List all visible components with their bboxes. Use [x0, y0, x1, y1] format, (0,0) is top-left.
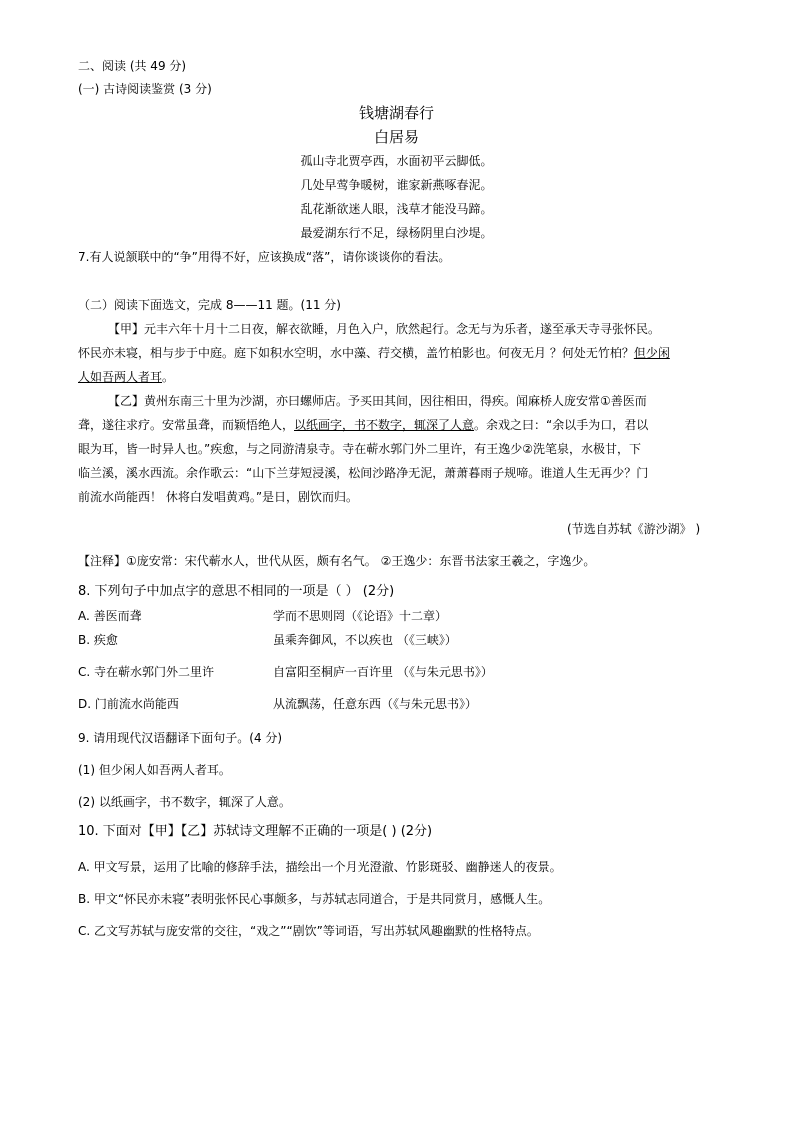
underlined-sentence: 人如吾两人者耳 [78, 370, 163, 384]
passage-text: 聋，遂往求疗。安常虽聋，而颖悟绝人， [78, 418, 295, 432]
part2-heading: （二）阅读下面选文，完成 8——11 题。(11 分) [78, 298, 341, 312]
q9-sentence-1: (1) 但少闲人如吾两人者耳。 [78, 763, 231, 777]
passage-yi-line: 临兰溪，溪水西流。余作歌云：“山下兰芽短浸溪，松间沙路净无泥，萧萧暮雨子规啼。谁道人生无再少？门 [78, 466, 649, 480]
part1-heading: (一) 古诗阅读鉴赏 (3 分) [78, 82, 212, 96]
passage-yi-line: 眼为耳，皆一时异人也。”疾愈，与之同游清泉寺。寺在蕲水郭门外二里许，有王逸少②洗笔泉，水极甘，下 [78, 442, 641, 456]
passage-jia-line [78, 367, 174, 387]
poem-line: 几处早莺争暖树，谁家新燕啄春泥。 [300, 178, 493, 192]
poem-line: 乱花渐欲迷人眼，浅草才能没马蹄。 [300, 202, 493, 216]
question-9: 9. 请用现代汉语翻译下面句子。(4 分) [78, 731, 283, 745]
annotation-note: 【注释】①庞安常：宋代蕲水人，世代从医，颇有名气。 ②王逸少：东晋书法家王羲之，字逸少。 [78, 554, 596, 568]
poem-author: 白居易 [373, 128, 419, 146]
poem-line: 最爱湖东行不足，绿杨阴里白沙堤。 [300, 226, 493, 240]
q10-option-c: C. 乙文写苏轼与庞安常的交往，“戏之”“剧饮”等词语，写出苏轼风趣幽默的性格特点。 [78, 924, 539, 938]
question-8: 8. 下列句子中加点字的意思不相同的一项是（ ） (2分) [78, 584, 395, 599]
passage-source: (节选自苏轼《游沙湖》 ) [567, 522, 701, 536]
underlined-sentence: 以纸画字，书不数字，辄深了人意 [294, 418, 475, 432]
q10-option-a: A. 甲文写景，运用了比喻的修辞手法，描绘出一个月光澄澈、竹影斑驳、幽静迷人的夜景。 [78, 860, 562, 874]
passage-yi-line [78, 415, 648, 435]
passage-yi-line: 【乙】黄州东南三十里为沙湖，亦曰螺师店。予买田其间，因往相田，得疾。闻麻桥人庞安常①善医而 [108, 394, 647, 408]
q8-option-d-left: D. 门前流水尚能西 [78, 697, 179, 711]
q8-option-d-right: 从流飘荡，任意东西（《与朱元思书》） [273, 697, 478, 711]
q8-option-c-left: C. 寺在蕲水郭门外二里许 [78, 665, 215, 679]
passage-text: 。余戏之曰：“余以手为口，君以 [474, 418, 649, 432]
q9-sentence-2: (2) 以纸画字，书不数字，辄深了人意。 [78, 795, 291, 809]
passage-jia-line: 【甲】元丰六年十月十二日夜，解衣欲睡，月色入户，欣然起行。念无与为乐者，遂至承天寺寻张怀民。 [108, 322, 661, 336]
section-heading: 二、阅读 (共 49 分) [78, 59, 187, 73]
passage-text: 怀民亦未寝，相与步于中庭。庭下如积水空明，水中藻、荇交横，盖竹柏影也。何夜无月 ？何处无竹柏？ [78, 346, 634, 360]
passage-jia-line [78, 343, 670, 363]
poem-line: 孤山寺北贾亭西，水面初平云脚低。 [300, 154, 493, 168]
q10-option-b: B. 甲文“怀民亦未寝”表明张怀民心事颇多，与苏轼志同道合，于是共同赏月，感慨人生。 [78, 892, 551, 906]
q8-option-b-right: 虽乘奔御风，不以疾也 （《三峡》） [273, 633, 457, 647]
underlined-sentence: 但少闲 [633, 346, 670, 360]
question-7: 7.有人说颔联中的“争”用得不好，应该换成“落”，请你谈谈你的看法。 [78, 250, 451, 264]
poem-title: 钱塘湖春行 [358, 104, 434, 122]
q8-option-a-right: 学而不思则罔（《论语》十二章） [273, 609, 448, 623]
q8-option-c-right: 自富阳至桐庐一百许里 （《与朱元思书》） [273, 665, 493, 679]
question-10: 10. 下面对【甲】【乙】苏轼诗文理解不正确的一项是( ) (2分) [78, 824, 433, 839]
q8-option-b-left: B. 疾愈 [78, 633, 118, 647]
q8-option-a-left: A. 善医而聋 [78, 609, 142, 623]
passage-text: 。 [162, 370, 175, 384]
passage-yi-line: 前流水尚能西！ 休将白发唱黄鸡。”是日，剧饮而归。 [78, 490, 359, 504]
